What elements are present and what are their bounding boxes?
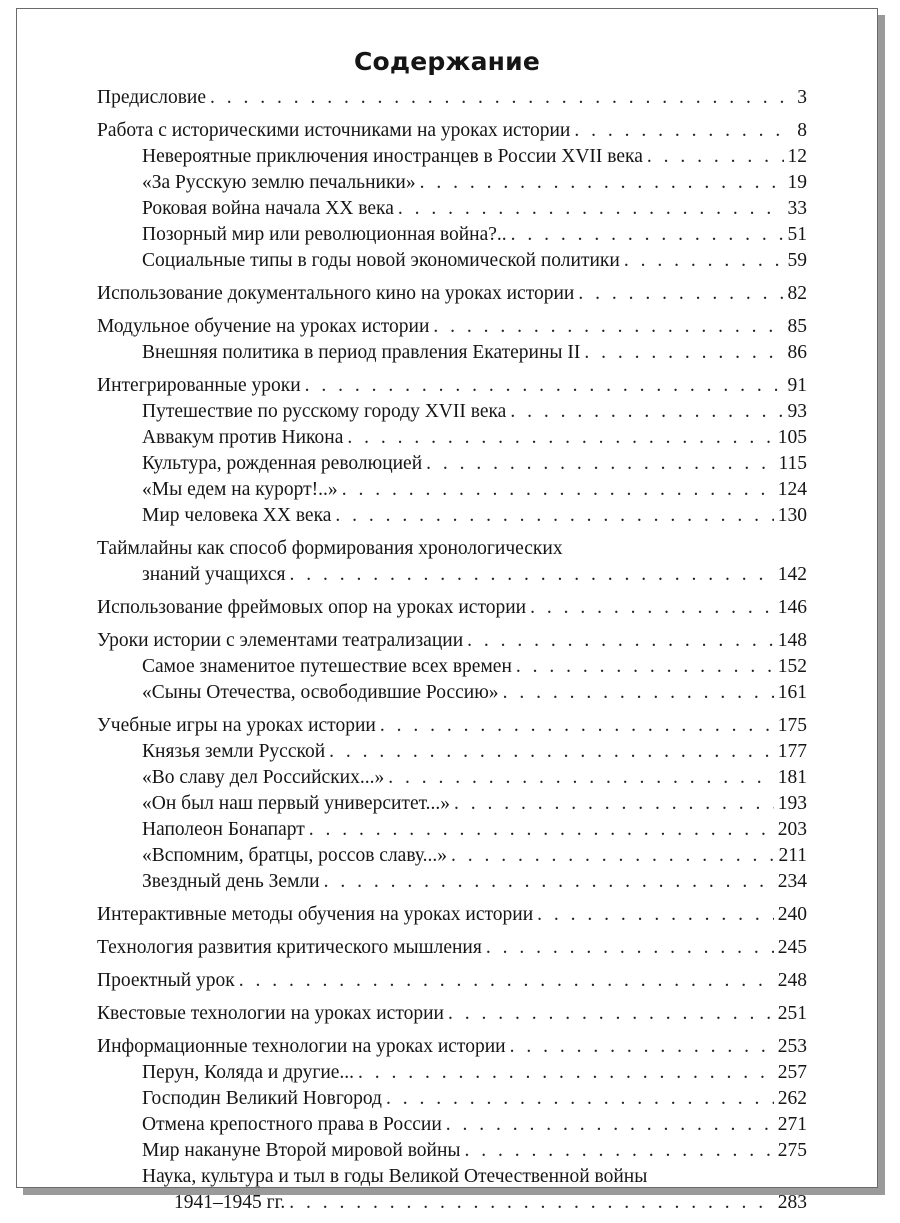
page-number: 152 (777, 656, 807, 677)
toc-entry (97, 1034, 807, 1060)
toc-entry-title: Предисловие (97, 87, 207, 108)
toc-subentry (97, 399, 807, 425)
toc-subentry (97, 340, 807, 366)
toc-subentry (97, 817, 807, 843)
toc-subentry (97, 680, 807, 706)
dot-leader (420, 170, 784, 196)
dot-leader (647, 144, 784, 170)
page-number: 85 (787, 316, 807, 337)
page-title: Содержание (353, 47, 541, 76)
toc-entry-title: Интерактивные методы обучения на уроках истории (97, 904, 534, 925)
page-number: 234 (777, 871, 807, 892)
toc-subentry (97, 562, 807, 588)
page-number: 148 (777, 630, 807, 651)
page-number: 12 (787, 146, 807, 167)
toc-entry (97, 1001, 807, 1027)
toc-entry-title: Интегрированные уроки (97, 375, 301, 396)
toc-entry-title: Роковая война начала XX века (142, 198, 394, 219)
dot-leader (239, 968, 774, 994)
dot-leader (574, 118, 793, 144)
dot-leader (289, 562, 773, 588)
dot-leader (516, 654, 774, 680)
dot-leader (289, 1190, 773, 1216)
toc-entry-title: Использование документального кино на уроках истории (97, 283, 575, 304)
page-number: 59 (787, 250, 807, 271)
page-number: 253 (777, 1036, 807, 1057)
toc-subentry (97, 477, 807, 503)
dot-leader (309, 817, 774, 843)
toc-entry-title: Мир накануне Второй мировой войны (142, 1140, 461, 1161)
toc-section (97, 281, 807, 307)
page-number: 130 (777, 505, 807, 526)
book-page (16, 8, 878, 1213)
dot-leader (578, 281, 783, 307)
toc-subentry (97, 1164, 807, 1190)
toc-entry (97, 281, 807, 307)
page-number: 175 (777, 715, 807, 736)
dot-leader (329, 739, 774, 765)
toc-section (97, 595, 807, 621)
toc-section (97, 373, 807, 529)
toc-entry-title: Модульное обучение на уроках истории (97, 316, 430, 337)
toc-entry (97, 713, 807, 739)
page-number: 51 (787, 224, 807, 245)
dot-leader (510, 399, 783, 425)
toc-entry-title: «За Русскую землю печальники» (142, 172, 416, 193)
page-number: 271 (777, 1114, 807, 1135)
toc-section (97, 968, 807, 994)
toc-entry-title: «Мы едем на курорт!..» (142, 479, 338, 500)
table-of-contents (97, 85, 807, 1223)
page-number: 203 (777, 819, 807, 840)
page-number: 93 (787, 401, 807, 422)
dot-leader (530, 595, 774, 621)
dot-leader (426, 451, 774, 477)
toc-section (97, 935, 807, 961)
dot-leader (433, 314, 783, 340)
toc-entry (97, 935, 807, 961)
page-number: 211 (778, 845, 807, 866)
toc-subentry (97, 654, 807, 680)
toc-entry-title: «Он был наш первый университет...» (142, 793, 451, 814)
toc-subentry (97, 248, 807, 274)
dot-leader (386, 1086, 774, 1112)
dot-leader (210, 85, 793, 111)
toc-entry-title: Звездный день Земли (142, 871, 320, 892)
toc-entry-title: Князья земли Русской (142, 741, 326, 762)
dot-leader (465, 1138, 774, 1164)
page-number: 8 (797, 120, 807, 141)
page-number: 146 (777, 597, 807, 618)
page-number: 283 (777, 1192, 807, 1213)
toc-entry-title: Технология развития критического мышления (97, 937, 482, 958)
toc-subentry (97, 170, 807, 196)
toc-section (97, 902, 807, 928)
page-number: 275 (777, 1140, 807, 1161)
page-number: 177 (777, 741, 807, 762)
page-number: 251 (777, 1003, 807, 1024)
toc-entry-title: Информационные технологии на уроках истории (97, 1036, 506, 1057)
page-number: 19 (787, 172, 807, 193)
dot-leader (380, 713, 774, 739)
toc-section (97, 118, 807, 274)
toc-entry-title: Мир человека XX века (142, 505, 332, 526)
page-number: 33 (787, 198, 807, 219)
toc-entry-title: Господин Великий Новгород (142, 1088, 382, 1109)
page-number: 105 (777, 427, 807, 448)
page-number: 124 (777, 479, 807, 500)
dot-leader (388, 765, 774, 791)
page-number: 240 (777, 904, 807, 925)
toc-section (97, 314, 807, 366)
page-number: 161 (777, 682, 807, 703)
dot-leader (335, 503, 773, 529)
page-number: 82 (787, 283, 807, 304)
toc-entry (97, 968, 807, 994)
toc-entry-title: «Во славу дел Российских...» (142, 767, 385, 788)
page-number: 181 (777, 767, 807, 788)
toc-entry-title: Социальные типы в годы новой экономической политики (142, 250, 620, 271)
toc-section (97, 713, 807, 895)
dot-leader (398, 196, 784, 222)
toc-section (97, 536, 807, 588)
toc-entry (97, 902, 807, 928)
toc-subentry (97, 1060, 807, 1086)
dot-leader (511, 222, 784, 248)
dot-leader (342, 477, 774, 503)
toc-entry-title: Позорный мир или революционная война?.. (142, 224, 507, 245)
toc-subentry (97, 869, 807, 895)
page-number: 245 (777, 937, 807, 958)
toc-section (97, 1034, 807, 1216)
toc-entry-title: Аввакум против Никона (142, 427, 344, 448)
toc-entry (97, 628, 807, 654)
toc-subentry (97, 765, 807, 791)
dot-leader (446, 1112, 774, 1138)
toc-subentry (97, 144, 807, 170)
toc-entry (97, 85, 807, 111)
toc-entry-title: Уроки истории с элементами театрализации (97, 630, 464, 651)
toc-subentry (97, 222, 807, 248)
toc-entry-title: Невероятные приключения иностранцев в России XVII века (142, 146, 643, 167)
page-number: 115 (778, 453, 807, 474)
toc-entry-title: Квестовые технологии на уроках истории (97, 1003, 444, 1024)
page-number: 86 (787, 342, 807, 363)
toc-section (97, 1001, 807, 1027)
page-number: 248 (777, 970, 807, 991)
toc-entry-title: «Сыны Отечества, освободившие Россию» (142, 682, 499, 703)
toc-entry-title: Культура, рожденная революцией (142, 453, 423, 474)
dot-leader (584, 340, 783, 366)
toc-entry-title: Наука, культура и тыл в годы Великой Отечественной войны (142, 1166, 648, 1187)
dot-leader (624, 248, 784, 274)
toc-subentry (97, 843, 807, 869)
page-number: 193 (777, 793, 807, 814)
dot-leader (324, 869, 774, 895)
toc-section (97, 85, 807, 111)
toc-entry-title: Таймлайны как способ формирования хронологических (97, 538, 563, 559)
page-number: 262 (777, 1088, 807, 1109)
toc-entry-title: Работа с историческими источниками на уроках истории (97, 120, 571, 141)
toc-entry (97, 373, 807, 399)
toc-entry-title: Учебные игры на уроках истории (97, 715, 376, 736)
toc-entry-title: Перун, Коляда и другие... (142, 1062, 355, 1083)
page-number: 257 (777, 1062, 807, 1083)
toc-entry-title: Самое знаменитое путешествие всех времен (142, 656, 512, 677)
toc-entry (97, 536, 807, 562)
dot-leader (347, 425, 773, 451)
page-number: 142 (777, 564, 807, 585)
toc-entry-title: 1941–1945 гг. (174, 1192, 286, 1213)
dot-leader (503, 680, 774, 706)
toc-entry-title: Путешествие по русскому городу XVII века (142, 401, 507, 422)
toc-subentry (97, 1190, 807, 1216)
toc-subentry (97, 425, 807, 451)
toc-subentry (97, 196, 807, 222)
toc-entry-title: Наполеон Бонапарт (142, 819, 305, 840)
page-number: 91 (787, 375, 807, 396)
dot-leader (451, 843, 774, 869)
toc-entry (97, 314, 807, 340)
dot-leader (358, 1060, 774, 1086)
dot-leader (448, 1001, 774, 1027)
toc-entry (97, 595, 807, 621)
toc-subentry (97, 1086, 807, 1112)
toc-subentry (97, 791, 807, 817)
toc-subentry (97, 1138, 807, 1164)
dot-leader (537, 902, 774, 928)
toc-subentry (97, 739, 807, 765)
dot-leader (510, 1034, 774, 1060)
toc-subentry (97, 451, 807, 477)
dot-leader (454, 791, 774, 817)
toc-entry-title: знаний учащихся (142, 564, 286, 585)
toc-entry-title: Внешняя политика в период правления Екатерины II (142, 342, 581, 363)
toc-entry (97, 118, 807, 144)
toc-subentry (97, 1112, 807, 1138)
toc-section (97, 628, 807, 706)
dot-leader (305, 373, 784, 399)
toc-entry-title: Использование фреймовых опор на уроках истории (97, 597, 527, 618)
dot-leader (486, 935, 774, 961)
toc-entry-title: Проектный урок (97, 970, 235, 991)
page-number: 3 (797, 87, 807, 108)
dot-leader (467, 628, 774, 654)
toc-entry-title: Отмена крепостного права в России (142, 1114, 442, 1135)
toc-entry-title: «Вспомним, братцы, россов славу...» (142, 845, 448, 866)
toc-subentry (97, 503, 807, 529)
